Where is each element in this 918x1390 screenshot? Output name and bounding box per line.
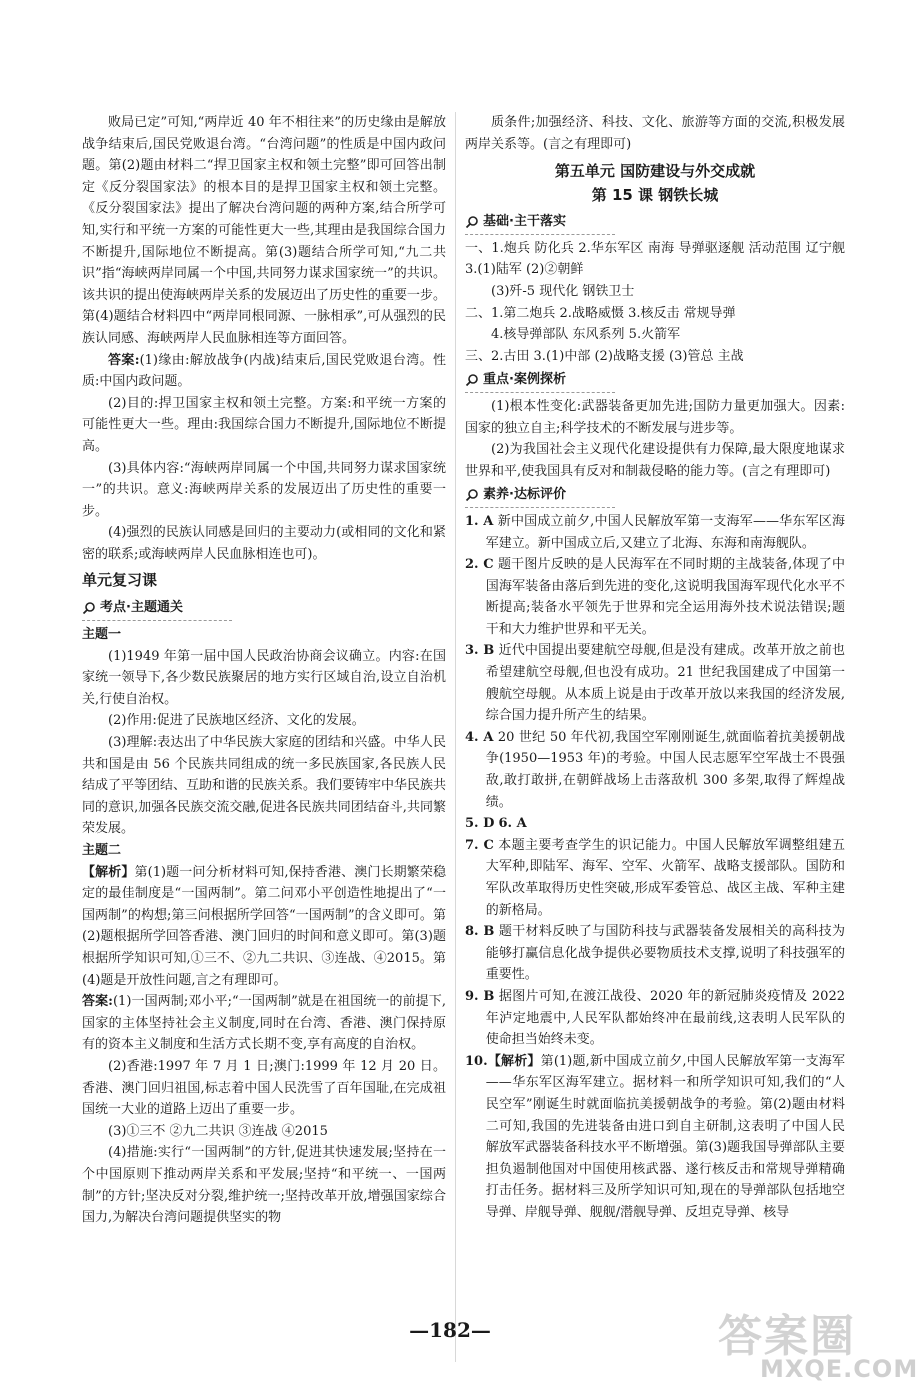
analysis-paragraph: [82, 862, 446, 992]
answer-line: 一、1.炮兵 防化兵 2.华东军区 南海 导弹驱逐舰 活动范围 辽宁舰 3.(1)陆军 (2)②朝鲜: [465, 240, 845, 278]
section-heading: [82, 597, 232, 621]
answer-list: [465, 511, 845, 1224]
section-title: 考点·主题通关: [100, 600, 183, 616]
item-text: 本题主要考查学生的识记能力。中国人民解放军调整组建五大军种,即陆军、海军、空军、火箭军、战略支援部队。国防和军队改革取得历史性突破,形成军委管总、战区主战、军种主建的新格局。: [485, 837, 845, 918]
item-text: 近代中国提出要建航空母舰,但是没有建成。改革开放之前也希望建航空母舰,但也没有成功。21 世纪我国建成了中国第一艘航空母舰。从本质上说是由于改革开放以来我国的经济发展,综合国力提升所产生的结果。: [485, 643, 846, 724]
paragraph: (2)为我国社会主义现代化建设提供有力保障,最大限度地谋求世界和平,使我国具有反对和制裁侵略的能力等。(言之有理即可): [465, 442, 845, 479]
topic-heading: 主题二: [82, 843, 122, 858]
paragraph: (2)作用:促进了民族地区经济、文化的发展。: [108, 713, 365, 729]
list-item: [465, 835, 845, 921]
answer-line: [82, 350, 446, 393]
list-item: [465, 921, 845, 986]
item-text: 据图片可知,在渡江战役、2020 年的新冠肺炎疫情及 2022 年泸定地震中,人民军队都始终冲在最前线,这表明人民军队的使命担当始终未变。: [485, 988, 845, 1048]
unit-review-heading: 单元复习课: [82, 571, 158, 590]
item-text: 题干材料反映了与国防科技与武器装备发展相关的高科技为能够打赢信息化战争提供必要物质技术支撑,说明了科技强军的重要性。: [485, 924, 845, 983]
magnifier-icon: [465, 488, 479, 502]
lesson-title: 第 15 课 钢铁长城: [591, 186, 719, 205]
answer-text: (1)缘由:解放战争(内战)结束后,国民党败退台湾。性质:中国内政问题。: [82, 352, 446, 390]
item-number: 7. C: [465, 837, 494, 853]
item-text: 题干图片反映的是人民海军在不同时期的主战装备,体现了中国海军装备由落后到先进的变化,这说明我国海军现代化水平不断提高;装备水平领先于世界和完全运用海外技术说法错误;题干和大力维护世界和平无关。: [485, 557, 845, 637]
magnifier-icon: [465, 373, 479, 387]
answer-line: (4)强烈的民族认同感是回归的主要动力(或相同的文化和紧密的联系;或海峡两岸人民血脉相连也可)。: [82, 525, 446, 562]
answer-line: (3)具体内容:“海峡两岸同属一个中国,共同努力谋求国家统一”的共识。意义:海峡两岸关系的发展迈出了历史性的重要一步。: [82, 460, 446, 519]
watermark-site: MXQE.COM: [760, 1355, 918, 1383]
paragraph: (1)1949 年第一届中国人民政治协商会议确立。内容:在国家统一领导下,各少数民族聚居的地方实行区域自治,设立自治机关,行使自治权。: [82, 648, 446, 707]
item-number: 10.【解析】: [465, 1053, 541, 1069]
answer-line: 三、2.古田 3.(1)中部 (2)战略支援 (3)管总 主战: [465, 348, 744, 364]
answer-text: (1)一国两制;邓小平;“一国两制”就是在祖国统一的前提下,国家的主体坚持社会主义制度,同时在台湾、香港、澳门保持原有的资本主义制度和生活方式长期不变,享有高度的自治权。: [82, 994, 446, 1053]
watermark-logo: 答案圈: [718, 1311, 856, 1362]
magnifier-icon: [82, 601, 96, 615]
list-item: [465, 640, 845, 726]
item-number: 2. C: [465, 557, 494, 573]
item-text: 第(1)题,新中国成立前夕,中国人民解放军第一支海军——华东军区海军建立。据材料一和所学知识可知,我们的“人民空军”刚诞生时就面临抗美援朝战争的考验。第(2)题由材料二可知,我国的先进装备由进口到自主研制,这表明了中国人民解放军武器装备科技水平不断增强。第(3)题我国导弹部队主要担负遏制他国对中国使用核武器、遂行核反击和常规导弹精确打击任务。据材料三及所学知识可知,现在的导弹部队包括地空导弹、岸舰导弹、舰舰/潜舰导弹、反坦克导弹、核导: [485, 1053, 845, 1220]
item-text: 6. A: [498, 816, 527, 832]
list-item: [465, 1051, 845, 1224]
unit-title: 第五单元 国防建设与外交成就: [554, 162, 756, 181]
list-item: [465, 554, 845, 640]
item-number: 1. A: [465, 513, 494, 529]
item-number: 9. B: [465, 988, 495, 1004]
answer-line: (3)歼-5 现代化 钢铁卫士: [491, 283, 635, 299]
page-number: —182—: [409, 1318, 491, 1342]
left-column: [82, 112, 446, 1229]
right-column: [465, 112, 845, 1224]
list-item: [465, 986, 845, 1051]
analysis-text: 第(1)题一问分析材料可知,保持香港、澳门长期繁荣稳定的最佳制度是“一国两制”。第二问邓小平创造性地提出了“一国两制”的构想;第三问根据所学回答“一国两制”的含义即可。第(2)题根据所学回答香港、澳门回归的时间和意义即可。第(3)题根据所学知识可知,①三不、②九二共识、③连战、④2015。第(4)题是开放性问题,言之有理即可。: [82, 864, 446, 988]
answer-line: 二、1.第二炮兵 2.战略威慑 3.核反击 常规导弹: [465, 305, 736, 321]
answer-line: 4.核导弹部队 东风系列 5.火箭军: [491, 327, 681, 343]
topic-heading: 主题一: [82, 627, 122, 643]
section-title: 基础·主干落实: [483, 214, 566, 230]
section-title: 素养·达标评价: [483, 487, 566, 503]
answer-line: (2)目的:捍卫国家主权和领土完整。方案:和平统一方案的可能性更大一些。理由:我国综合国力不断提升,国际地位不断提高。: [82, 395, 446, 454]
paragraph: 败局已定”可知,“两岸近 40 年不相往来”的历史缘由是解放战争结束后,国民党败退台湾。“台湾问题”的性质是中国内政问题。第(2)题由材料二“捍卫国家主权和领土完整”即可回答出制定《反分裂国家法》的根本目的是捍卫国家主权和领土完整。《反分裂国家法》提出了解决台湾问题的两种方案,结合所学可知,实行和平统一方案的可能性更大一些,其理由是我国综合国力不断提升,国际地位不断提高。第(3)题结合所学可知,“九二共识”指“海峡两岸同属一个中国,共同努力谋求国家统一”的共识。该共识的提出使海峡两岸关系的发展迈出了历史性的重要一步。第(4)题结合材料四中“两岸同根同源、一脉相承”,可从强烈的民族认同感、海峡两岸人民血脉相连等方面回答。: [82, 115, 447, 346]
item-text: 20 世纪 50 年代初,我国空军刚刚诞生,就面临着抗美援朝战争(1950—1953 年)的考验。中国人民志愿军空军战士不畏强敌,敢打敢拼,在朝鲜战场上击落敌机 300 多架,取得了辉煌战绩。: [485, 729, 845, 810]
item-number: 3. B: [465, 643, 495, 659]
section-heading: [465, 484, 615, 508]
section-heading: [465, 369, 615, 393]
item-number: 4. A: [465, 729, 494, 745]
answer-line: (4)措施:实行“一国两制”的方针,促进其快速发展;坚持在一个中国原则下推动两岸关系和平发展;坚持“和平统一、一国两制”的方针;坚决反对分裂,维护统一;坚持改革开放,增强国家综合国力,为解决台湾问题提供坚实的物: [82, 1145, 446, 1226]
paragraph: 质条件;加强经济、科技、文化、旅游等方面的交流,积极发展两岸关系等。(言之有理即可): [465, 115, 845, 152]
item-number: 8. B: [465, 924, 495, 940]
paragraph: (3)理解:表达出了中华民族大家庭的团结和兴盛。中华人民共和国是由 56 个民族共同组成的统一多民族国家,各民族人民结成了平等团结、互助和谐的民族关系。我们要铸牢中华民族共同的意识,加强各民族交流交融,促进各民族共同团结奋斗,共同繁荣发展。: [82, 735, 447, 837]
answer-label: 答案:: [108, 352, 140, 368]
answer-line: [82, 991, 446, 1056]
analysis-label: 【解析】: [82, 864, 135, 880]
list-item: [465, 511, 845, 554]
item-text: 新中国成立前夕,中国人民解放军第一支海军——华东军区海军建立。新中国成立后,又建立了北海、东海和南海舰队。: [485, 513, 845, 551]
magnifier-icon: [465, 215, 479, 229]
answer-line: (2)香港:1997 年 7 月 1 日;澳门:1999 年 12 月 20 日。香港、澳门回归祖国,标志着中国人民洗雪了百年国耻,在完成祖国统一大业的道路上迈出了重要一步。: [82, 1058, 446, 1118]
list-item: [465, 813, 845, 835]
answer-line: (3)①三不 ②九二共识 ③连战 ④2015: [108, 1123, 328, 1139]
section-heading: [465, 211, 615, 235]
list-item: [465, 727, 845, 813]
column-divider: [455, 112, 456, 1362]
section-title: 重点·案例探析: [483, 372, 566, 388]
item-number: 5. D: [465, 816, 495, 832]
answer-label: 答案:: [82, 994, 113, 1010]
paragraph: (1)根本性变化:武器装备更加先进;国防力量更加强大。因素:国家的独立自主;科学技术的不断发展与进步等。: [465, 398, 845, 436]
